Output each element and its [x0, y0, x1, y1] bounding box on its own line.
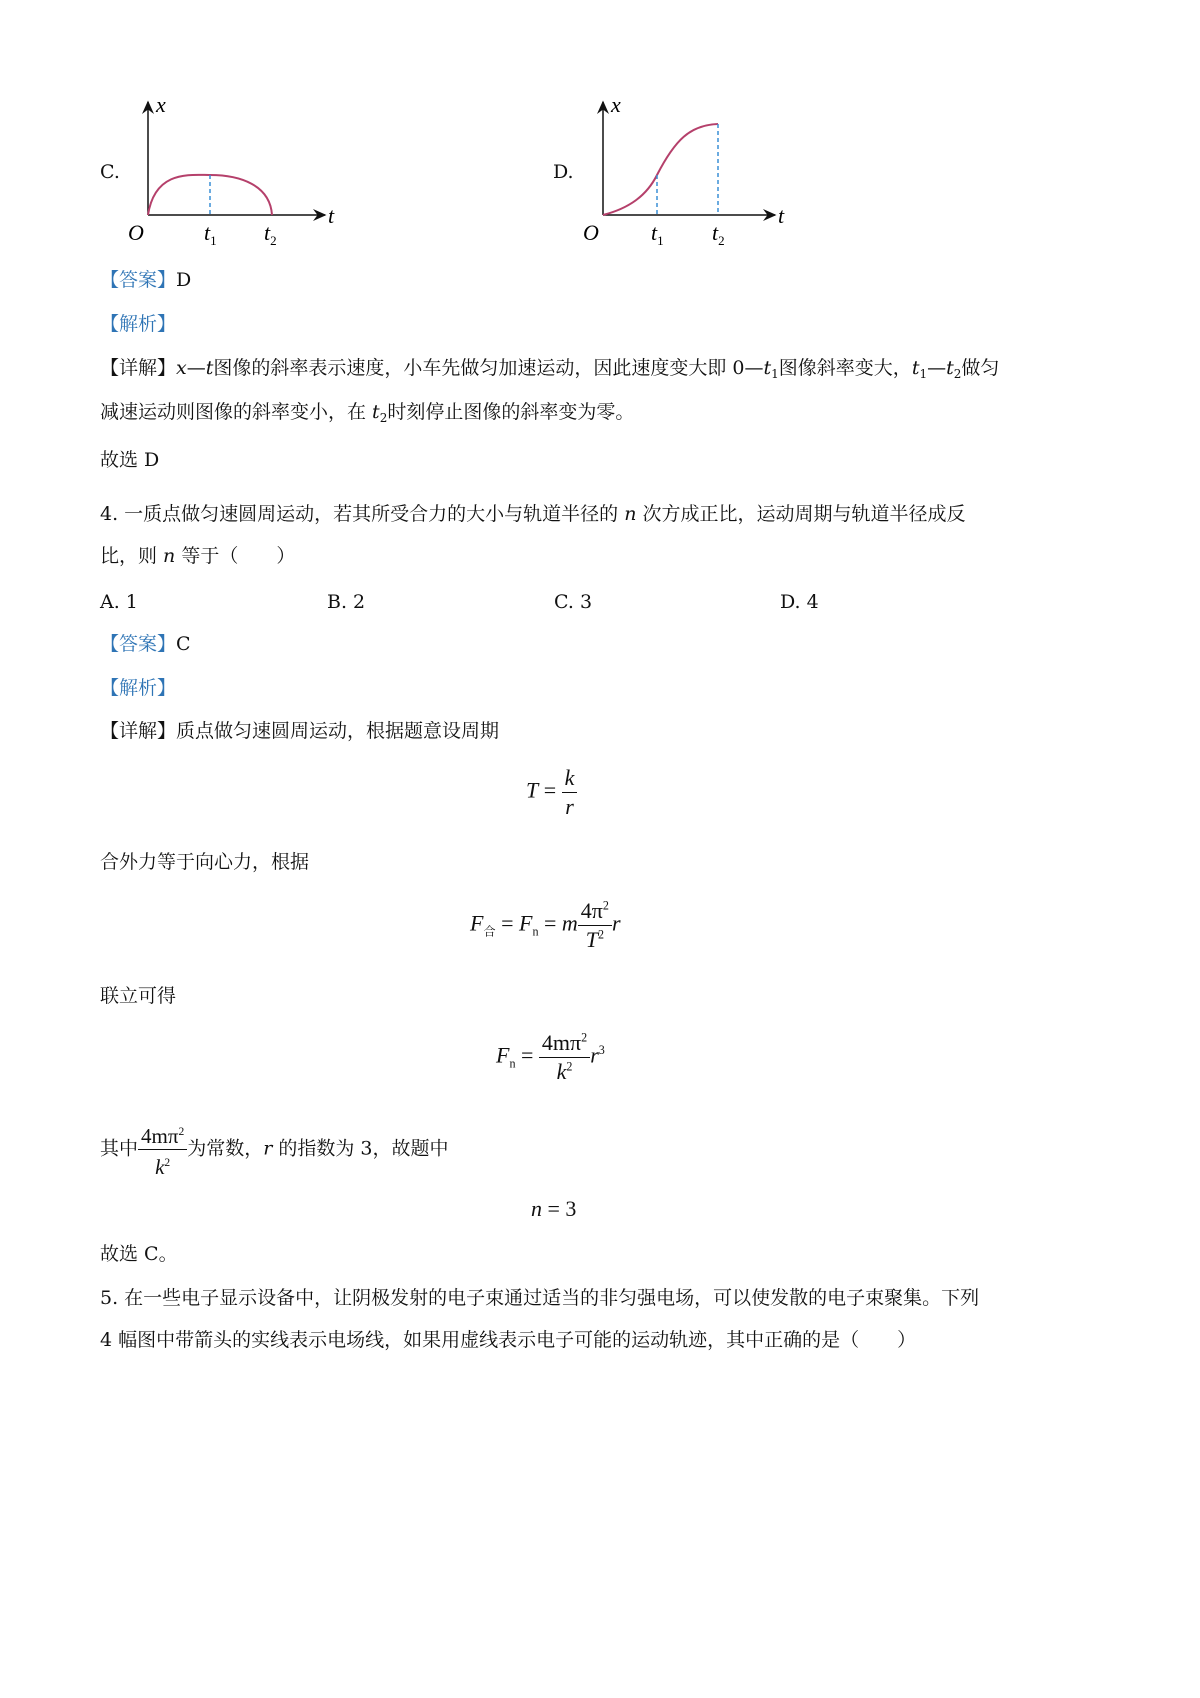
q4-stem-line1	[100, 500, 966, 528]
formula-period	[526, 765, 577, 820]
q5-stem-line2: 4 幅图中带箭头的实线表示电场线，如果用虚线表示电子可能的运动轨迹，其中正确的是（ ）	[100, 1329, 917, 1351]
origin-label: O	[583, 220, 599, 245]
detail-text: 减速运动则图像的斜率变小，在	[100, 401, 373, 423]
q3-answer	[100, 266, 191, 294]
text: 其中	[100, 1137, 139, 1160]
var-r: r	[611, 910, 621, 936]
option-c-label: C.	[100, 161, 120, 183]
answer-tag: 【答案】	[100, 269, 177, 291]
answer-tag: 【答案】	[100, 633, 177, 655]
denominator: T	[585, 927, 598, 952]
exponent: 2	[178, 1126, 185, 1138]
detail-tag: 【详解】	[100, 720, 177, 742]
exponent: 2	[164, 1157, 171, 1169]
numerator: 4π	[580, 898, 603, 923]
xt-curve	[148, 175, 272, 215]
dash: —	[927, 357, 947, 379]
denominator: k	[155, 1155, 165, 1179]
stem-text: 4. 一质点做匀速圆周运动，若其所受合力的大小与轨道半径的	[100, 503, 625, 525]
var-t2: t	[372, 401, 380, 423]
var-n: n	[531, 1196, 542, 1221]
equals: =	[501, 910, 514, 936]
q4-text-after-f2: 联立可得	[100, 985, 177, 1007]
sub-1: 1	[771, 367, 779, 381]
origin-label: O	[128, 220, 144, 245]
var-m: m	[561, 910, 578, 936]
t2-label: $t_2$	[712, 220, 725, 248]
var-n: n	[624, 503, 637, 525]
denominator: r	[565, 794, 574, 819]
var-F: F	[470, 910, 484, 936]
option-d[interactable]: D. 4	[780, 591, 819, 613]
dash: —	[186, 357, 206, 379]
xt-curve	[603, 124, 718, 215]
option-a[interactable]: A. 1	[100, 591, 138, 613]
stem-text: 等于（ ）	[175, 545, 296, 567]
q3-conclusion: 故选 D	[100, 449, 160, 471]
analysis-tag: 【解析】	[100, 677, 177, 699]
option-b[interactable]: B. 2	[327, 591, 366, 613]
detail-tag: 【详解】	[100, 357, 177, 379]
t-axis-label: t	[328, 203, 335, 228]
q3-analysis	[100, 310, 176, 338]
q3-detail-line1	[100, 354, 999, 388]
text: 为常数，	[187, 1137, 264, 1160]
q5-stem-line1: 5. 在一些电子显示设备中，让阴极发射的电子束通过适当的非匀强电场，可以使发散的电子束聚集。下列	[100, 1287, 980, 1309]
t1-label: $t_1$	[204, 220, 217, 248]
x-axis-label: x	[611, 92, 621, 117]
equals: =	[543, 910, 557, 936]
var-t: t	[205, 357, 214, 379]
t-axis-label: t	[778, 203, 785, 228]
t2-label: $t_2$	[264, 220, 277, 248]
var-r: r	[590, 1042, 599, 1068]
var-F: F	[518, 910, 533, 936]
var-t2: t	[946, 357, 954, 379]
graph-c	[120, 90, 360, 255]
equals: =	[543, 777, 557, 803]
fraction	[562, 765, 578, 820]
equals: =	[521, 1042, 534, 1068]
q4-analysis	[100, 674, 176, 702]
formula-centripetal	[470, 898, 621, 953]
var-r: r	[263, 1137, 273, 1160]
exponent: 2	[566, 1059, 573, 1074]
graph-d	[575, 90, 815, 255]
sub-he: 合	[483, 924, 496, 939]
sub-2: 2	[953, 367, 962, 381]
detail-text: 做匀	[961, 357, 1000, 379]
fraction	[539, 1030, 590, 1085]
answer-value: C	[176, 633, 191, 655]
sub-n: n	[509, 1056, 516, 1071]
numerator: k	[562, 765, 578, 793]
var-t1: t	[911, 357, 920, 379]
q4-stem-line2	[100, 542, 295, 570]
q3-detail-line2	[100, 398, 634, 432]
var-F: F	[496, 1042, 510, 1068]
q4-conclusion: 故选 C。	[100, 1243, 178, 1265]
q4-answer	[100, 630, 191, 658]
var-x: x	[176, 357, 187, 379]
exponent: 2	[602, 898, 609, 913]
text: 的指数为 3，故题中	[272, 1137, 449, 1160]
option-d-label: D.	[553, 161, 574, 183]
detail-text: 质点做匀速圆周运动，根据题意设周期	[176, 720, 500, 742]
denominator: k	[556, 1059, 567, 1084]
x-axis-label: x	[156, 92, 166, 117]
q4-text-after-f1: 合外力等于向心力，根据	[100, 851, 310, 873]
exponent: 2	[597, 927, 605, 942]
fraction	[578, 898, 612, 953]
inline-fraction	[138, 1120, 187, 1179]
equals: =	[547, 1196, 560, 1221]
t1-label: $t_1$	[651, 220, 664, 248]
value: 3	[565, 1196, 577, 1221]
detail-text: 时刻停止图像的斜率变为零。	[387, 401, 635, 423]
analysis-tag: 【解析】	[100, 313, 177, 335]
formula-n	[531, 1196, 576, 1222]
sub-n: n	[532, 924, 539, 939]
var-t1: t	[763, 357, 772, 379]
var-T: T	[526, 777, 539, 803]
formula-result	[496, 1030, 605, 1085]
numerator: 4mπ	[141, 1124, 179, 1148]
detail-text: 图像的斜率表示速度，小车先做匀加速运动，因此速度变大即 0—	[213, 357, 764, 379]
var-n: n	[163, 545, 176, 567]
numerator: 4mπ	[541, 1030, 582, 1055]
exponent: 3	[598, 1043, 605, 1058]
q4-text-before-f4	[100, 1120, 449, 1179]
stem-text: 次方成正比，运动周期与轨道半径成反	[636, 503, 966, 525]
sub-2: 2	[379, 411, 388, 425]
stem-text: 比，则	[100, 545, 164, 567]
exponent: 2	[581, 1030, 588, 1045]
answer-value: D	[176, 269, 192, 291]
q4-detail	[100, 717, 499, 745]
option-c[interactable]: C. 3	[554, 591, 593, 613]
sub-1: 1	[919, 367, 928, 381]
detail-text: 图像斜率变大，	[778, 357, 912, 379]
